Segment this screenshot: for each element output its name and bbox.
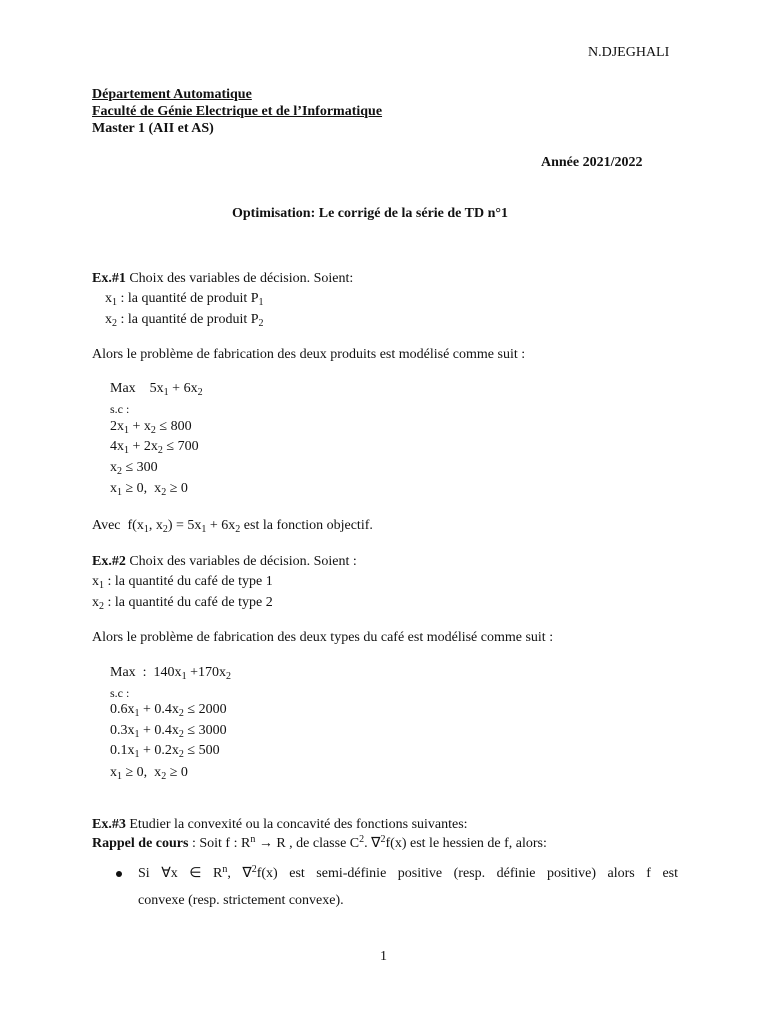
ex3-intro bbox=[92, 816, 468, 834]
ex2-st: s.c : bbox=[110, 686, 130, 700]
ex3-rappel: Rappel de cours : Soit f : $R^n \to R$ , de classe $C^2$. ∇$^2$f(x) est le hessien de f, alors: bbox=[92, 834, 547, 851]
ex1-objective-sentence: Avec $f(x_1$, $x_2) = 5x_1 + 6x_2$ est la fonction objectif. bbox=[92, 518, 373, 535]
ex1-var1: $x_1$ : la quantité de produit $P_1$ bbox=[105, 291, 264, 308]
ex3-bullet-line1: Si ∀x ∈ $R^n$, ∇$^2$f(x) est semi-définie positive (resp. définie positive) alors f est bbox=[138, 864, 678, 881]
bullet-icon bbox=[116, 871, 122, 877]
author-name: N.DJEGHALI bbox=[588, 45, 670, 60]
ex1-constraint-4: $x_1 \ge 0$, $x_2 \ge 0$ bbox=[110, 481, 188, 498]
ex1-constraint-2: $4x_1 + 2x_2 \le 700$ bbox=[110, 439, 199, 456]
faculty: Faculté de Génie Electrique et de l’Informatique bbox=[92, 104, 383, 119]
ex2-constraint-4: $x_1 \ge 0$, $x_2 \ge 0$ bbox=[110, 765, 188, 782]
ex2-var2: $x_2$ : la quantité du café de type 2 bbox=[92, 595, 273, 612]
ex3-intro-text: Etudier la convexité ou la concavité des fonctions suivantes: bbox=[129, 817, 468, 832]
ex1-label: Ex.#1 bbox=[92, 271, 126, 286]
ex1-model-sentence: Alors le problème de fabrication des deux produits est modélisé comme suit : bbox=[92, 347, 526, 362]
master-level: Master 1 (AII et AS) bbox=[92, 121, 214, 136]
department: Département Automatique bbox=[92, 87, 252, 102]
ex1-constraint-3: $x_2 \le 300$ bbox=[110, 460, 158, 477]
ex3-bullet-line2: convexe (resp. strictement convexe). bbox=[138, 893, 344, 908]
ex1-intro-text: Choix des variables de décision. Soient: bbox=[129, 271, 354, 286]
ex1-var2: $x_2$ : la quantité de produit $P_2$ bbox=[105, 312, 264, 329]
ex3-label: Ex.#3 bbox=[92, 817, 126, 832]
ex2-constraint-2: $0.3x_1 + 0.4x_2 \le 3000$ bbox=[110, 723, 227, 740]
ex2-objective: Max : $140x_1 +170x_2$ bbox=[110, 665, 231, 682]
ex1-intro bbox=[92, 270, 353, 288]
ex2-constraint-1: $0.6x_1 + 0.4x_2 \le 2000$ bbox=[110, 702, 227, 719]
ex1-st: s.c : bbox=[110, 402, 130, 416]
ex2-var1: $x_1$ : la quantité du café de type 1 bbox=[92, 574, 273, 591]
ex2-intro bbox=[92, 553, 357, 571]
ex2-label: Ex.#2 bbox=[92, 554, 126, 569]
rappel-label: Rappel de cours bbox=[92, 836, 189, 851]
page-number: 1 bbox=[380, 949, 387, 964]
document-title: Optimisation: Le corrigé de la série de TD n°1 bbox=[232, 206, 508, 221]
academic-year: Année 2021/2022 bbox=[541, 155, 643, 170]
ex1-objective: Max $5x_1 + 6x_2$ bbox=[110, 381, 203, 398]
ex2-constraint-3: $0.1x_1 + 0.2x_2 \le 500$ bbox=[110, 743, 220, 760]
ex1-constraint-1: $2x_1 + x_2 \le 800$ bbox=[110, 419, 192, 436]
ex2-intro-text: Choix des variables de décision. Soient : bbox=[129, 554, 357, 569]
ex2-model-sentence: Alors le problème de fabrication des deux types du café est modélisé comme suit : bbox=[92, 630, 554, 645]
